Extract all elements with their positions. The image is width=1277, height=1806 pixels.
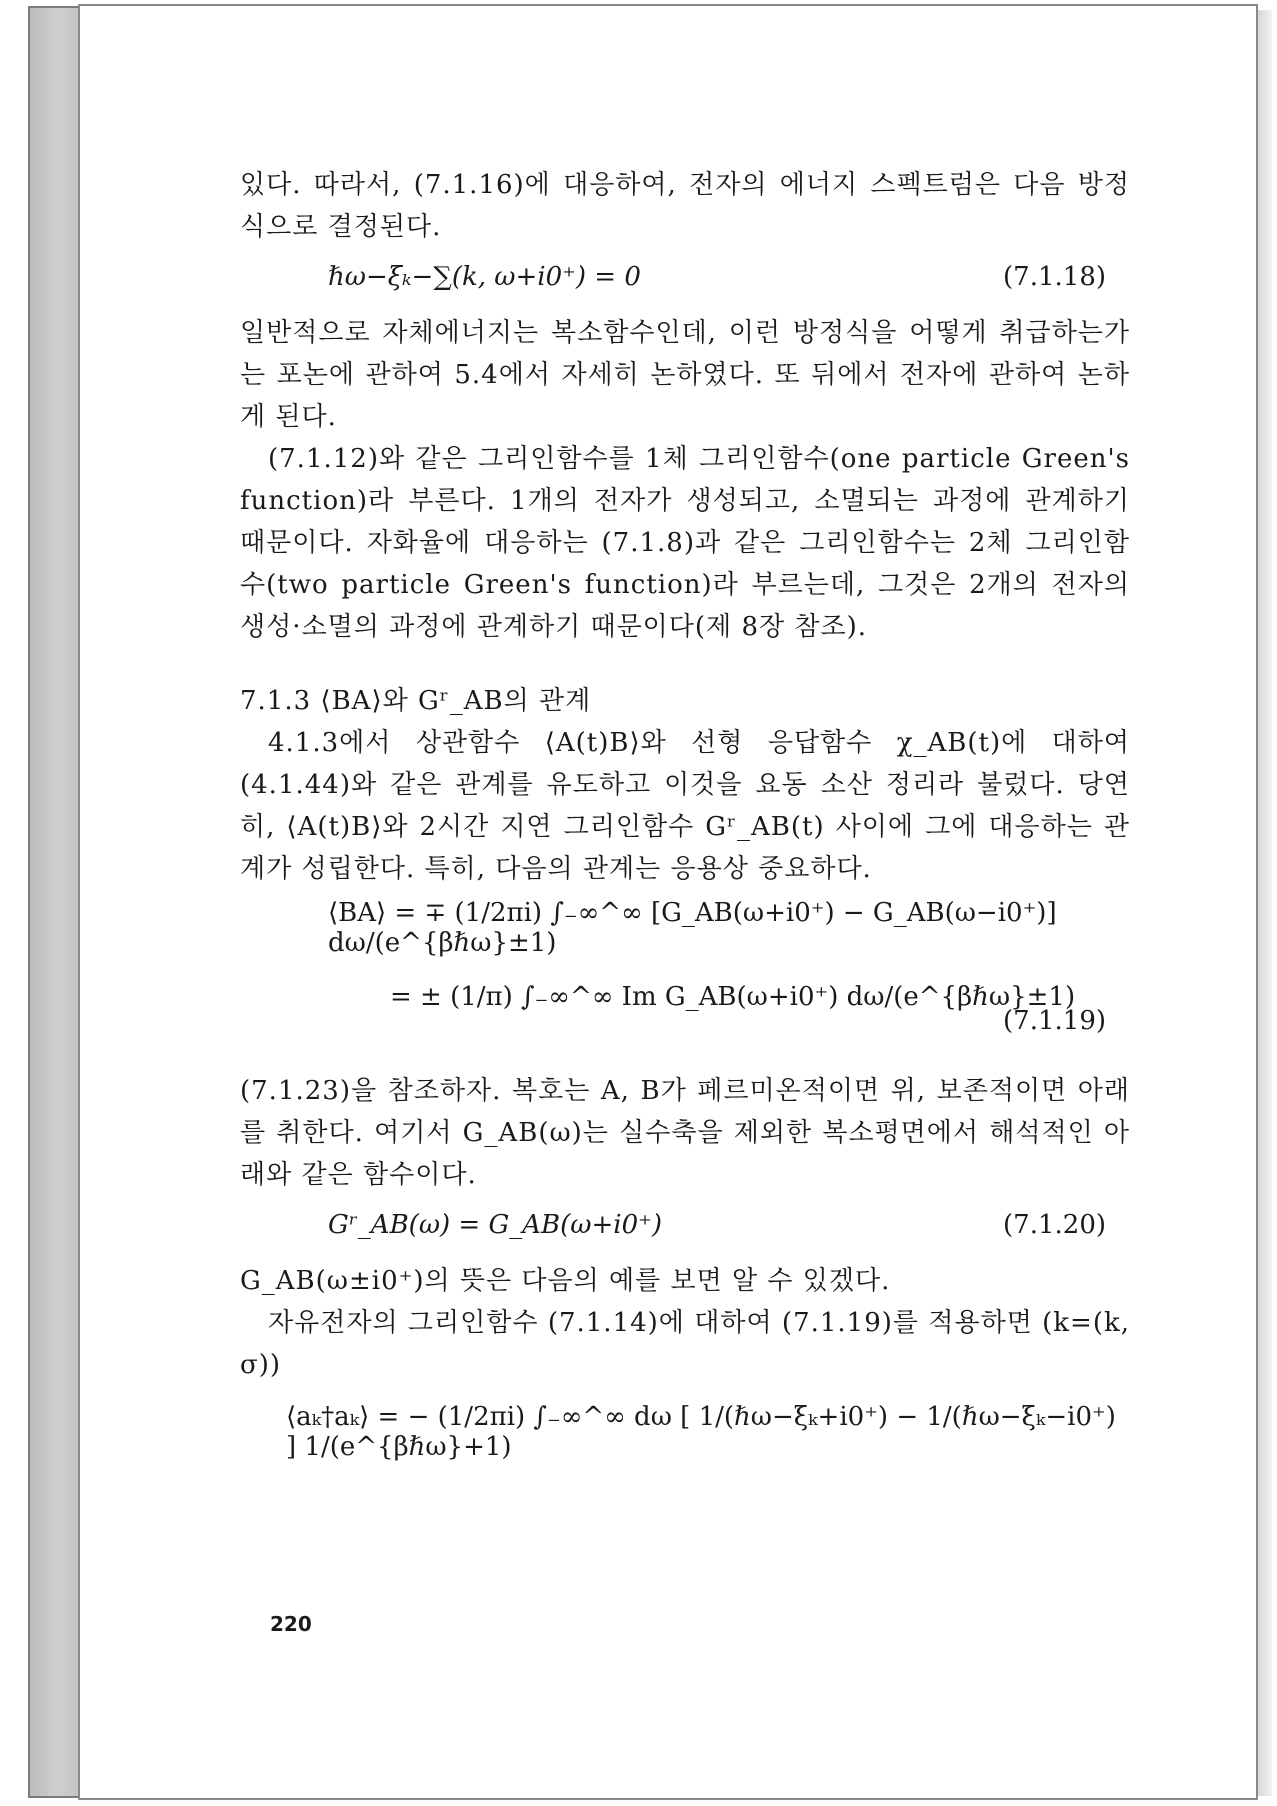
section-heading: 7.1.3 ⟨BA⟩와 Gʳ_AB의 관계	[240, 686, 592, 716]
equation-expression: ⟨aₖ†aₖ⟩ = − (1/2πi) ∫₋∞^∞ dω [ 1/(ℏω−ξₖ+i0⁺) − 1/(ℏω−ξₖ−i0⁺) ] 1/(e^{βℏω}+1)	[286, 1402, 1116, 1462]
paragraph-free-electron: 자유전자의 그리인함수 (7.1.14)에 대하여 (7.1.19)를 적용하면 (k=(k, σ))	[240, 1308, 1130, 1380]
paragraph-correlation: 4.1.3에서 상관함수 ⟨A(t)B⟩와 선형 응답함수 χ_AB(t)에 대하여 (4.1.44)와 같은 관계를 유도하고 이것을 요동 소산 정리라 불렀다. 당연히, ⟨A(t)B⟩와 2시간 지연 그리인함수 Gʳ_AB(t) 사이에 그에 대응하는 관계가 성립한다. 특히, 다음의 관계는 응용상 중요하다.	[240, 728, 1130, 884]
equation-number: (7.1.19)	[1003, 1006, 1106, 1036]
equation-line-1: ⟨BA⟩ = ∓ (1/2πi) ∫₋∞^∞ [G_AB(ω+i0⁺) − G_AB(ω−i0⁺)] dω/(e^{βℏω}±1)	[328, 898, 1057, 958]
equation-number: (7.1.20)	[1003, 1210, 1106, 1240]
paragraph-meaning: G_AB(ω±i0⁺)의 뜻은 다음의 예를 보면 알 수 있겠다.	[240, 1266, 891, 1296]
equation-7-1-20	[240, 1196, 1130, 1260]
book-spine	[28, 6, 80, 1798]
paragraph-green-function: (7.1.12)와 같은 그리인함수를 1체 그리인함수(one particle Green's function)라 부른다. 1개의 전자가 생성되고, 소멸되는 과정에 관계하기 때문이다. 자화율에 대응하는 (7.1.8)과 같은 그리인함수는 2체 그리인함수(two particle Green's function)라 부르는데, 그것은 2개의 전자의 생성·소멸의 과정에 관계하기 때문이다(제 8장 참조).	[240, 444, 1130, 642]
paragraph-energy-spectrum: 있다. 따라서, (7.1.16)에 대응하여, 전자의 에너지 스펙트럼은 다음 방정식으로 결정된다.	[240, 170, 1130, 242]
page-number: 220	[270, 1612, 312, 1636]
equation-expression: ℏω−ξₖ−∑(k, ω+i0⁺) = 0	[328, 262, 641, 292]
paragraph-self-energy: 일반적으로 자체에너지는 복소함수인데, 이런 방정식을 어떻게 취급하는가는 포논에 관하여 5.4에서 자세히 논하였다. 또 뒤에서 전자에 관하여 논하게 된다.	[240, 318, 1130, 432]
page-edge-shadow	[1258, 10, 1272, 1796]
equation-occupation	[240, 1386, 1130, 1482]
page-content	[240, 164, 1130, 1482]
equation-expression: Gʳ_AB(ω) = G_AB(ω+i0⁺)	[328, 1210, 662, 1240]
paragraph-sign-convention: (7.1.23)을 참조하자. 복호는 A, B가 페르미온적이면 위, 보존적이면 아래를 취한다. 여기서 G_AB(ω)는 실수축을 제외한 복소평면에서 해석적인 아래와 같은 함수이다.	[240, 1076, 1130, 1190]
equation-line-2: = ± (1/π) ∫₋∞^∞ Im G_AB(ω+i0⁺) dω/(e^{βℏω}±1)	[390, 982, 1076, 1012]
equation-number: (7.1.18)	[1003, 262, 1106, 292]
equation-7-1-19	[240, 890, 1130, 1070]
equation-7-1-18	[240, 248, 1130, 312]
